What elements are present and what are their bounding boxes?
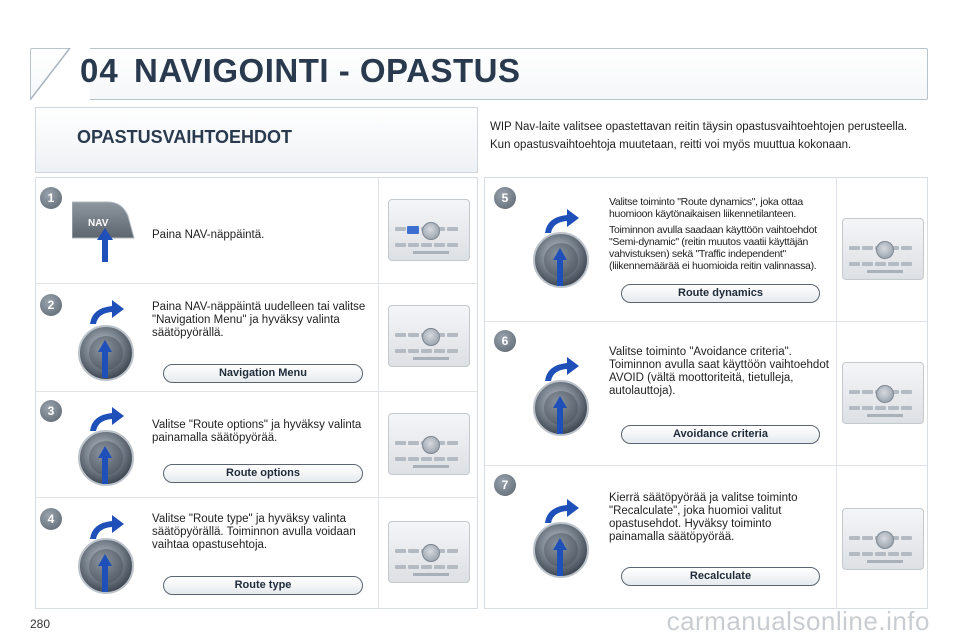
step-badge-2: 2 — [40, 294, 62, 316]
rotate-arrow-icon — [543, 355, 581, 383]
radio-unit-dial — [842, 362, 924, 424]
rotate-arrow-icon — [88, 513, 126, 541]
step-text-2: Paina NAV-näppäintä uudelleen tai valitse "Navigation Menu" ja hyväksy valinta säätöpyörällä. — [152, 301, 366, 339]
intro-paragraph-1: WIP Nav-laite valitsee opastettavan reitin täysin opastusvaihtoehtojen perusteella. — [490, 121, 908, 133]
menu-pill-avoidance-criteria: Avoidance criteria — [621, 425, 820, 444]
step-text-7: Kierrä säätöpyörää ja valitse toiminto "Recalculate", joka huomioi valitut opastusehdot. Hyväksy toiminto painamalla säätöpyörää. — [609, 492, 798, 543]
press-arrow-icon — [553, 248, 567, 286]
rotate-arrow-icon — [543, 207, 581, 235]
step-badge-1: 1 — [40, 187, 62, 209]
step-text-1: Paina NAV-näppäintä. — [152, 229, 265, 241]
radio-unit-dial — [842, 218, 924, 280]
press-arrow-icon — [98, 554, 112, 592]
press-arrow-icon — [553, 396, 567, 434]
radio-unit-dial — [388, 521, 470, 583]
step-badge-4: 4 — [40, 508, 62, 530]
rotate-arrow-icon — [88, 298, 126, 326]
step-badge-5: 5 — [494, 187, 516, 209]
nav-key-label: NAV — [88, 218, 109, 229]
press-arrow-icon — [98, 446, 112, 484]
press-arrow-icon — [97, 228, 113, 262]
left-panel-divider — [378, 177, 379, 609]
radio-unit-dial — [388, 305, 470, 367]
intro-text — [490, 120, 910, 156]
chapter-title: NAVIGOINTI - OPASTUS — [134, 52, 521, 89]
step-text-6: Valitse toiminto "Avoidance criteria". Toiminnon avulla saat käyttöön vaihtoehdot AVOID (vältä moottoriteitä, tietulleja, autolauttoja). — [609, 346, 829, 397]
rotate-arrow-icon — [543, 497, 581, 525]
step-text-3: Valitse "Route options" ja hyväksy valinta painamalla säätöpyörää. — [152, 419, 362, 444]
menu-pill-navigation-menu: Navigation Menu — [163, 364, 363, 383]
press-arrow-icon — [553, 538, 567, 576]
chapter-number: 04 — [80, 52, 119, 89]
menu-pill-route-dynamics: Route dynamics — [621, 284, 820, 303]
menu-pill-route-type: Route type — [163, 576, 363, 595]
menu-pill-route-options: Route options — [163, 464, 363, 483]
step-text-4: Valitse "Route type" ja hyväksy valinta säätöpyörällä. Toiminnon avulla voidaan vaihtaa opastusehtoja. — [152, 513, 356, 551]
watermark: carmanualsonline.info — [666, 606, 930, 636]
press-arrow-icon — [98, 340, 112, 378]
page-number: 280 — [30, 617, 51, 631]
right-panel-divider — [836, 177, 837, 609]
radio-unit-nav-highlight — [388, 199, 470, 261]
section-title: OPASTUSVAIHTOEHDOT — [77, 127, 293, 147]
step-badge-7: 7 — [494, 474, 516, 496]
step-text-5b: Toiminnon avulla saadaan käyttöön vaihtoehdot "Semi-dynamic" (reitin muutos vaatii käyttäjän vahvistuksen) sekä "Traffic independent" (liikennemäärää ei huomioida reitin valinnassa). — [609, 224, 817, 272]
step-text-5a: Valitse toiminto "Route dynamics", joka ottaa huomioon käytönaikaisen liikennetilanteen. — [609, 196, 803, 220]
step-badge-6: 6 — [494, 330, 516, 352]
intro-paragraph-2: Kun opastusvaihtoehtoja muutetaan, reitti voi myös muuttua kokonaan. — [490, 139, 852, 151]
step-badge-3: 3 — [40, 400, 62, 422]
menu-pill-recalculate: Recalculate — [621, 567, 820, 586]
radio-unit-dial — [388, 413, 470, 475]
radio-unit-dial — [842, 508, 924, 570]
rotate-arrow-icon — [88, 405, 126, 433]
